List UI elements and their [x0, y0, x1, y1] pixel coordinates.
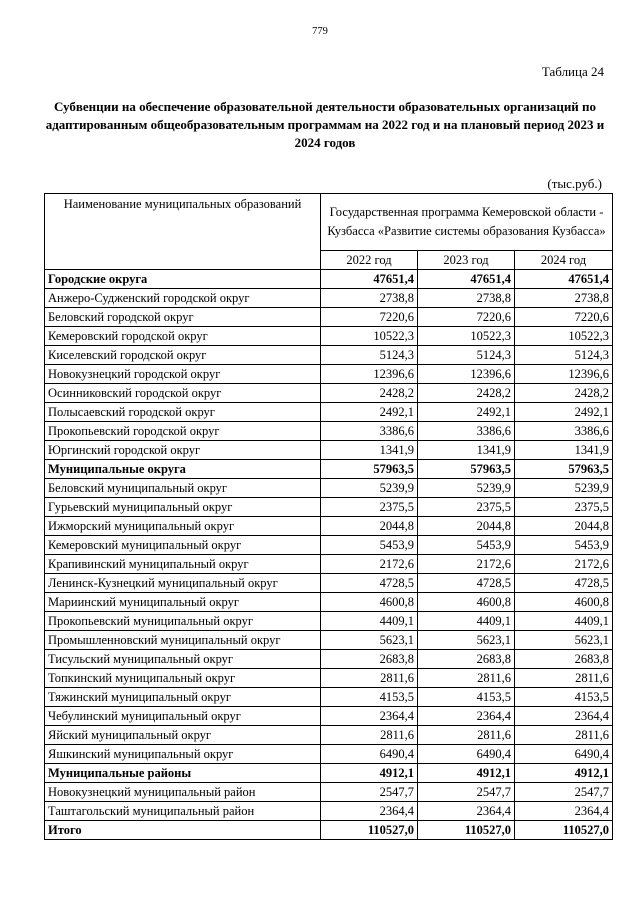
table-row — [45, 365, 613, 384]
table-row — [45, 593, 613, 612]
value-2022: 10522,3 — [321, 327, 418, 346]
subventions-table — [44, 193, 613, 840]
value-2023: 2811,6 — [418, 669, 515, 688]
value-2024: 4153,5 — [515, 688, 613, 707]
value-2023: 4600,8 — [418, 593, 515, 612]
table-row — [45, 479, 613, 498]
value-2023: 6490,4 — [418, 745, 515, 764]
row-name: Юргинский городской округ — [45, 441, 321, 460]
row-name: Киселевский городской округ — [45, 346, 321, 365]
value-2023: 5124,3 — [418, 346, 515, 365]
table-row — [45, 422, 613, 441]
header-row — [45, 194, 613, 251]
value-2023: 2375,5 — [418, 498, 515, 517]
value-2023: 10522,3 — [418, 327, 515, 346]
row-name: Прокопьевский муниципальный округ — [45, 612, 321, 631]
value-2023: 12396,6 — [418, 365, 515, 384]
value-2024: 2811,6 — [515, 726, 613, 745]
row-name: Беловский городской округ — [45, 308, 321, 327]
row-name: Кемеровский муниципальный округ — [45, 536, 321, 555]
value-2023: 4409,1 — [418, 612, 515, 631]
row-name: Итого — [45, 821, 321, 840]
name-column-header: Наименование муниципальных образований — [45, 194, 321, 270]
value-2024: 2428,2 — [515, 384, 613, 403]
value-2024: 10522,3 — [515, 327, 613, 346]
value-2022: 2738,8 — [321, 289, 418, 308]
value-2023: 7220,6 — [418, 308, 515, 327]
value-2022: 3386,6 — [321, 422, 418, 441]
table-row — [45, 517, 613, 536]
row-name: Ленинск-Кузнецкий муниципальный округ — [45, 574, 321, 593]
value-2024: 4600,8 — [515, 593, 613, 612]
value-2022: 2364,4 — [321, 707, 418, 726]
value-2022: 4409,1 — [321, 612, 418, 631]
row-name: Прокопьевский городской округ — [45, 422, 321, 441]
row-name: Топкинский муниципальный округ — [45, 669, 321, 688]
value-2023: 4153,5 — [418, 688, 515, 707]
value-2022: 2364,4 — [321, 802, 418, 821]
table-row — [45, 460, 613, 479]
value-2024: 5124,3 — [515, 346, 613, 365]
value-2022: 2547,7 — [321, 783, 418, 802]
row-name: Новокузнецкий муниципальный район — [45, 783, 321, 802]
value-2024: 1341,9 — [515, 441, 613, 460]
year-header-2023: 2023 год — [418, 251, 515, 270]
value-2023: 5239,9 — [418, 479, 515, 498]
table-row — [45, 745, 613, 764]
value-2022: 4912,1 — [321, 764, 418, 783]
value-2024: 4912,1 — [515, 764, 613, 783]
value-2024: 2683,8 — [515, 650, 613, 669]
program-column-header: Государственная программа Кемеровской области - Кузбасса «Развитие системы образования Кузбасса» — [321, 194, 613, 251]
value-2023: 2547,7 — [418, 783, 515, 802]
table-row — [45, 764, 613, 783]
table-label: Таблица 24 — [541, 64, 604, 79]
row-name: Ижморский муниципальный округ — [45, 517, 321, 536]
value-2023: 4912,1 — [418, 764, 515, 783]
table-body — [45, 270, 613, 840]
table-row — [45, 726, 613, 745]
row-name: Городские округа — [45, 270, 321, 289]
value-2022: 7220,6 — [321, 308, 418, 327]
table-row — [45, 650, 613, 669]
value-2024: 2811,6 — [515, 669, 613, 688]
table-row — [45, 270, 613, 289]
value-2022: 2811,6 — [321, 669, 418, 688]
value-2024: 57963,5 — [515, 460, 613, 479]
value-2022: 1341,9 — [321, 441, 418, 460]
year-header-2022: 2022 год — [321, 251, 418, 270]
value-2023: 57963,5 — [418, 460, 515, 479]
table-row — [45, 574, 613, 593]
value-2024: 4728,5 — [515, 574, 613, 593]
value-2023: 2364,4 — [418, 802, 515, 821]
table-row — [45, 707, 613, 726]
row-name: Беловский муниципальный округ — [45, 479, 321, 498]
table-row — [45, 289, 613, 308]
table-row — [45, 555, 613, 574]
table-caption: Субвенции на обеспечение образовательной деятельности образовательных организаций по адаптированным общеобразовательным программам на 2022 год и на плановый период 2023 и 2024 годов — [45, 99, 605, 150]
value-2024: 2492,1 — [515, 403, 613, 422]
row-name: Анжеро-Судженский городской округ — [45, 289, 321, 308]
value-2024: 5623,1 — [515, 631, 613, 650]
value-2022: 5124,3 — [321, 346, 418, 365]
table-row — [45, 612, 613, 631]
value-2024: 2375,5 — [515, 498, 613, 517]
value-2024: 5453,9 — [515, 536, 613, 555]
row-name: Полысаевский городской округ — [45, 403, 321, 422]
value-2022: 5623,1 — [321, 631, 418, 650]
value-2022: 57963,5 — [321, 460, 418, 479]
value-2024: 4409,1 — [515, 612, 613, 631]
value-2022: 2811,6 — [321, 726, 418, 745]
row-name: Таштагольский муниципальный район — [45, 802, 321, 821]
value-2024: 6490,4 — [515, 745, 613, 764]
page-number: 779 — [312, 26, 328, 37]
value-2022: 4153,5 — [321, 688, 418, 707]
row-name: Новокузнецкий городской округ — [45, 365, 321, 384]
value-2022: 2172,6 — [321, 555, 418, 574]
table-header — [45, 194, 613, 270]
table-row — [45, 688, 613, 707]
value-2023: 3386,6 — [418, 422, 515, 441]
row-name: Тяжинский муниципальный округ — [45, 688, 321, 707]
value-2022: 4600,8 — [321, 593, 418, 612]
row-name: Промышленновский муниципальный округ — [45, 631, 321, 650]
value-2023: 2811,6 — [418, 726, 515, 745]
table-row — [45, 327, 613, 346]
value-2024: 2044,8 — [515, 517, 613, 536]
table-row — [45, 821, 613, 840]
value-2023: 2738,8 — [418, 289, 515, 308]
value-2023: 110527,0 — [418, 821, 515, 840]
table-row — [45, 346, 613, 365]
value-2022: 2375,5 — [321, 498, 418, 517]
value-2022: 2044,8 — [321, 517, 418, 536]
value-2022: 4728,5 — [321, 574, 418, 593]
value-2022: 5453,9 — [321, 536, 418, 555]
row-name: Муниципальные районы — [45, 764, 321, 783]
value-2024: 2172,6 — [515, 555, 613, 574]
value-2022: 110527,0 — [321, 821, 418, 840]
value-2023: 2044,8 — [418, 517, 515, 536]
value-2024: 2547,7 — [515, 783, 613, 802]
value-2022: 12396,6 — [321, 365, 418, 384]
table-row — [45, 802, 613, 821]
value-2024: 2364,4 — [515, 707, 613, 726]
value-2024: 47651,4 — [515, 270, 613, 289]
value-2023: 5623,1 — [418, 631, 515, 650]
table-row — [45, 403, 613, 422]
table-row — [45, 498, 613, 517]
value-2023: 4728,5 — [418, 574, 515, 593]
value-2023: 2428,2 — [418, 384, 515, 403]
table-row — [45, 384, 613, 403]
value-2024: 7220,6 — [515, 308, 613, 327]
row-name: Мариинский муниципальный округ — [45, 593, 321, 612]
value-2023: 47651,4 — [418, 270, 515, 289]
value-2023: 5453,9 — [418, 536, 515, 555]
value-2024: 3386,6 — [515, 422, 613, 441]
row-name: Крапивинский муниципальный округ — [45, 555, 321, 574]
value-2024: 5239,9 — [515, 479, 613, 498]
value-2023: 1341,9 — [418, 441, 515, 460]
table-row — [45, 441, 613, 460]
row-name: Гурьевский муниципальный округ — [45, 498, 321, 517]
row-name: Тисульский муниципальный округ — [45, 650, 321, 669]
value-2022: 2683,8 — [321, 650, 418, 669]
row-name: Яйский муниципальный округ — [45, 726, 321, 745]
row-name: Чебулинский муниципальный округ — [45, 707, 321, 726]
value-2024: 12396,6 — [515, 365, 613, 384]
value-2024: 110527,0 — [515, 821, 613, 840]
table-row — [45, 783, 613, 802]
value-2023: 2364,4 — [418, 707, 515, 726]
value-2023: 2683,8 — [418, 650, 515, 669]
value-2024: 2364,4 — [515, 802, 613, 821]
value-2023: 2492,1 — [418, 403, 515, 422]
table-row — [45, 536, 613, 555]
row-name: Яшкинский муниципальный округ — [45, 745, 321, 764]
value-2022: 47651,4 — [321, 270, 418, 289]
row-name: Муниципальные округа — [45, 460, 321, 479]
value-2022: 5239,9 — [321, 479, 418, 498]
value-2022: 2428,2 — [321, 384, 418, 403]
year-header-2024: 2024 год — [515, 251, 613, 270]
units-note: (тыс.руб.) — [547, 176, 602, 191]
table-row — [45, 631, 613, 650]
value-2023: 2172,6 — [418, 555, 515, 574]
value-2022: 2492,1 — [321, 403, 418, 422]
table-row — [45, 669, 613, 688]
value-2024: 2738,8 — [515, 289, 613, 308]
row-name: Осинниковский городской округ — [45, 384, 321, 403]
table-row — [45, 308, 613, 327]
value-2022: 6490,4 — [321, 745, 418, 764]
row-name: Кемеровский городской округ — [45, 327, 321, 346]
